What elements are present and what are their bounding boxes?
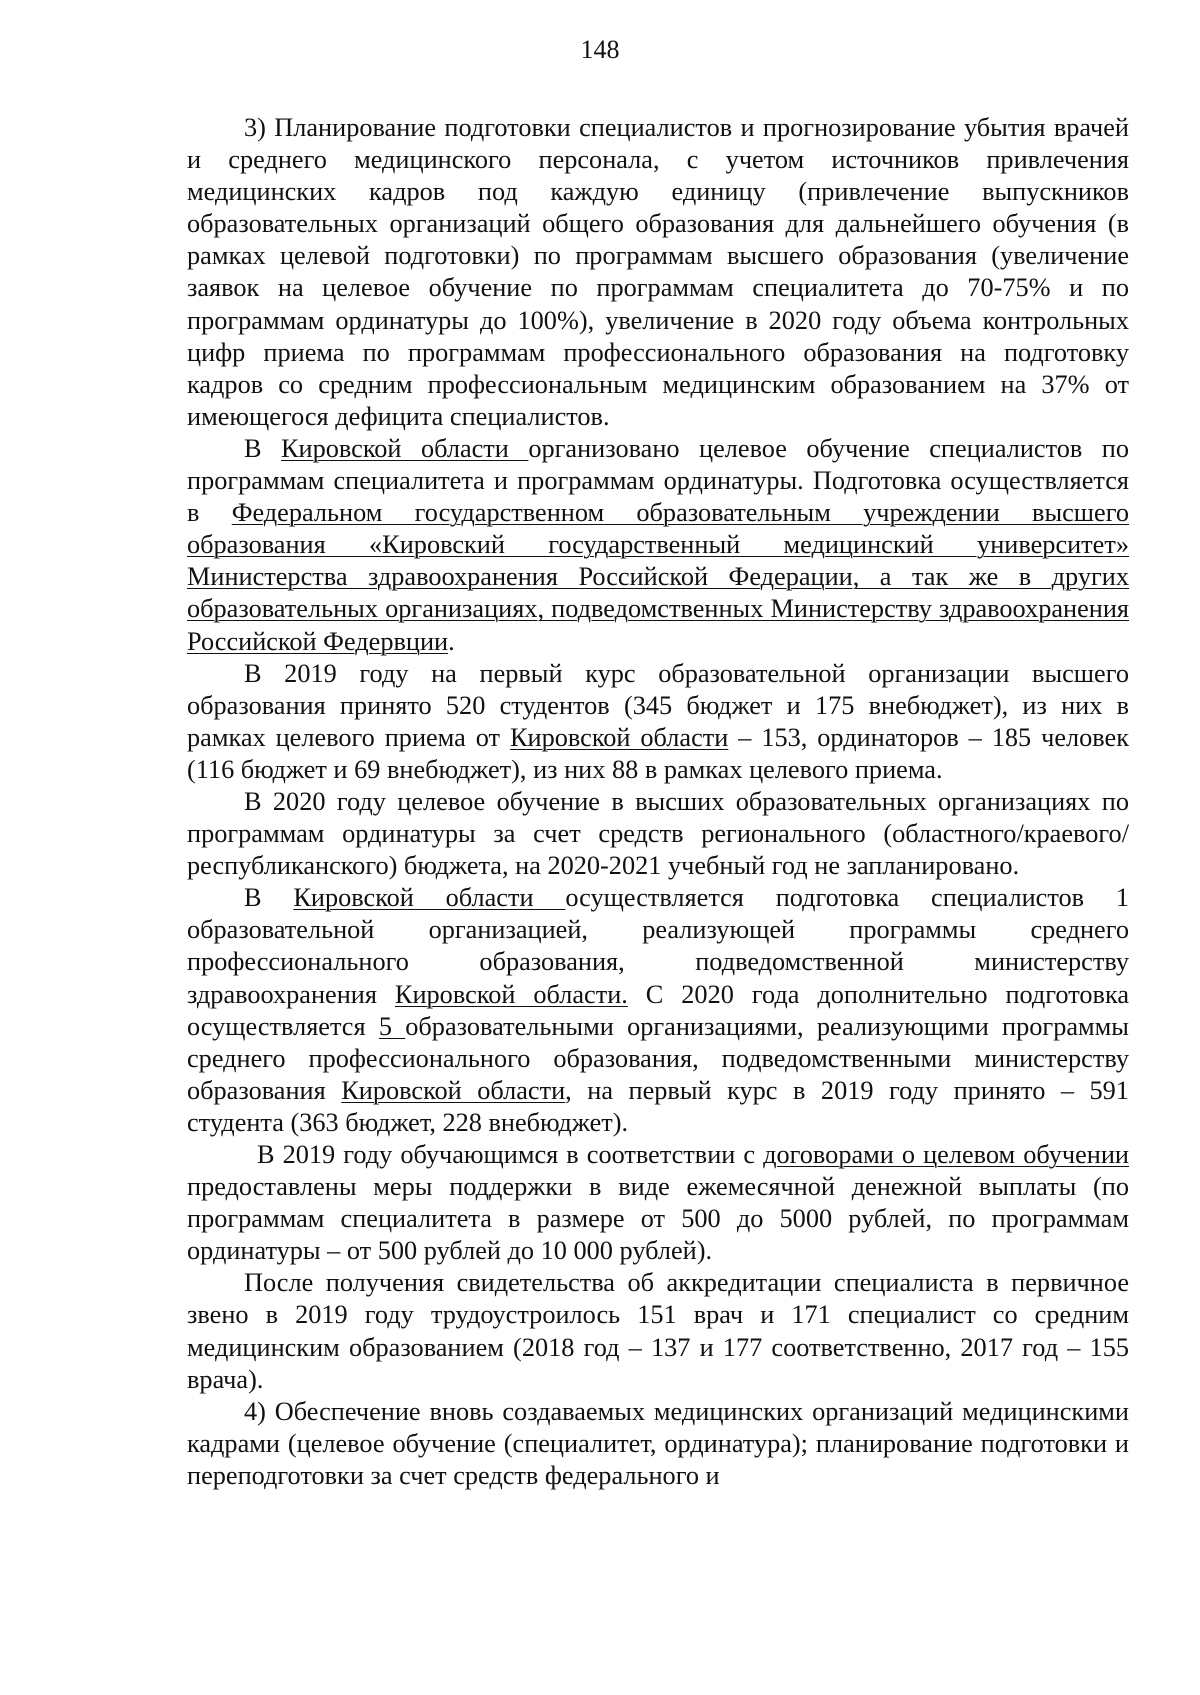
underlined-text: Кировской области.: [394, 979, 628, 1009]
paragraph: [187, 1139, 1129, 1267]
underlined-text: 5: [378, 1011, 406, 1041]
paragraph: [187, 433, 1129, 658]
paragraph: [187, 1396, 1129, 1492]
text-run: организовано целевое обучение специалистов по программам специалитета и программам ординатуры. Подготовка осуществляется в: [187, 433, 1129, 528]
text-run: 3) Планирование подготовки специалистов и прогнозирование убытия врачей и среднего медицинского персонала, с учетом источников привлечения медицинских кадров под каждую единицу (привлечение выпускников образовательных организаций общего образования для дальнейшего обучения (в рамках целевой подготовки) по программам высшего образования (увеличение заявок на целевое обучение по программам специалитета до 70-75% и по программам ординатуры до 100%), увеличение в 2020 году объема контрольных цифр приема по программам профессионального образования на подготовку кадров со средним профессиональным медицинским образованием на 37% от имеющегося дефицита специалистов.: [187, 113, 1129, 431]
page-number: 148: [580, 35, 620, 64]
text-run: образовательными организациями, реализующими программы среднего профессионального образования, подведомственными министерству образования: [187, 1011, 1129, 1105]
text-run: С 2020 года дополнительно подготовка осуществляется: [187, 979, 1129, 1041]
text-run: – 153, ординаторов – 185 человек (116 бюджет и 69 внебюджет), из них 88 в рамках целевого приема.: [187, 722, 1129, 784]
paragraph: [187, 658, 1129, 786]
underlined-text: Кировской области: [293, 883, 566, 913]
text-run: В 2019 году на первый курс образовательной организации высшего образования принято 520 студентов (345 бюджет и 175 внебюджет), из них в рамках целевого приема от: [187, 658, 1129, 752]
text-run: , на первый курс в 2019 году принято – 591 студента (363 бюджет, 228 внебюджет).: [187, 1075, 1129, 1137]
paragraph: [187, 786, 1129, 882]
text-run: В: [244, 883, 294, 913]
underlined-text: Федеральном государственном образовательным учреждении высшего образования «Кировский государственный медицинский университет»: [187, 498, 1129, 560]
paragraph: [187, 112, 1129, 433]
underlined-text: Министерства здравоохранения Российской Федерации, а так же в других образовательных организациях, подведомственных Министерству здравоохранения Российской Федервции: [187, 562, 1129, 656]
text-run: В: [244, 433, 281, 463]
text-run: 4) Обеспечение вновь создаваемых медицинских организаций медицинскими кадрами (целевое обучение (специалитет, ординатура); планирование подготовки и переподготовки за счет средств федерального и: [187, 1396, 1129, 1490]
underlined-text: договорами о целевом обучении: [763, 1140, 1129, 1169]
text-run: В 2020 году целевое обучение в высших образовательных организациях по программам ординатуры за счет средств регионального (областного/краевого/республиканского) бюджета, на 2020-2021 учебный год не запланировано.: [187, 786, 1129, 881]
document-body: [187, 112, 1129, 1492]
paragraph: [187, 1267, 1129, 1395]
paragraph: [187, 882, 1129, 1139]
text-run: После получения свидетельства об аккредитации специалиста в первичное звено в 2019 году трудоустроилось 151 врач и 171 специалист со средним медицинским образованием (2018 год – 137 и 177 соответственно, 2017 год – 155 врача).: [187, 1268, 1129, 1394]
text-run: предоставлены меры поддержки в виде ежемесячной денежной выплаты (по программам специалитета в размере от 500 до 5000 рублей, по программам ординатуры – от 500 рублей до 10 000 рублей).: [187, 1172, 1129, 1266]
underlined-text: Кировской области: [281, 433, 529, 463]
underlined-text: Кировской области: [509, 722, 729, 752]
underlined-text: Кировской области: [341, 1075, 566, 1105]
text-run: В 2019 году обучающимся в соответствии с: [257, 1140, 764, 1169]
text-run: .: [448, 626, 455, 656]
text-run: осуществляется подготовка специалистов 1 образовательной организацией, реализующей программы среднего профессионального образования, подведомственной министерству здравоохранения: [187, 883, 1129, 1009]
